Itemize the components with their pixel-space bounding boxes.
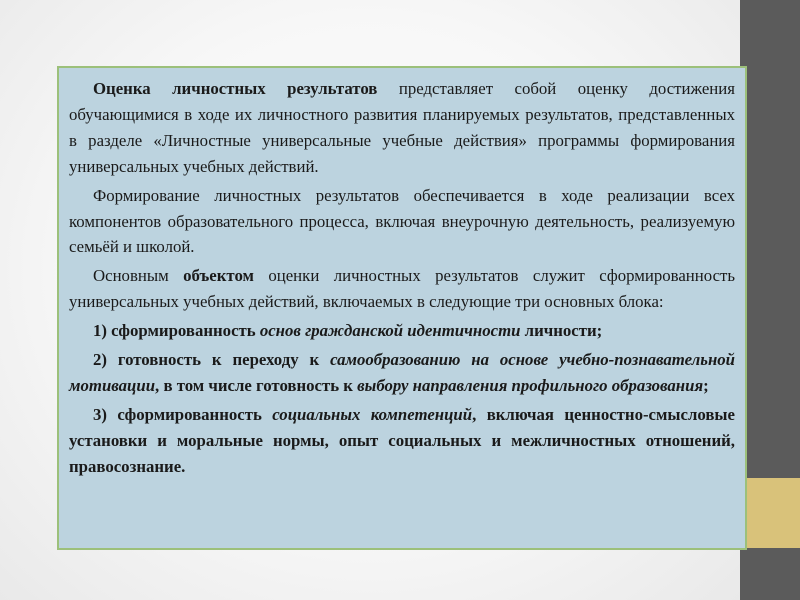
run: ; (703, 375, 709, 395)
run: , включая ценностно-смысловые установки и моральные нормы, опыт социальных и межличностных отношений, правосознание. (69, 404, 735, 476)
run: социальных компетенций (272, 404, 473, 424)
run: 3) сформированность (93, 404, 273, 424)
run: Оценка личностных результатов (93, 79, 378, 98)
paragraph-formation (69, 183, 735, 261)
run: Формирование личностных результатов обеспечивается в ходе реализации всех компонентов образовательного процесса, включая внеурочную деятельность, реализуемую семьёй и школой. (69, 185, 735, 257)
run: выбору направления профильного образования (357, 375, 704, 395)
run: оценки личностных результатов служит сформированность универсальных учебных действий, включаемых в следующие три основных блока: (69, 266, 735, 312)
text-box (57, 66, 747, 550)
list-item-2 (69, 347, 735, 399)
run: представляет собой оценку достижения обучающимися в ходе их личностного развития планируемых результатов, представленных в разделе «Личностные универсальные учебные действия» программы формирования универсальных учебных действий. (69, 79, 735, 176)
run: личности; (520, 321, 603, 341)
run: объектом (183, 266, 254, 286)
list-item-1 (69, 318, 735, 344)
run: Основным (93, 266, 184, 286)
run: самообразованию на основе учебно-познавательной мотивации (69, 350, 735, 395)
list-item-3 (69, 402, 735, 480)
paragraph-object (69, 263, 735, 315)
paragraph-personal-results-assessment (69, 76, 735, 180)
run: основ гражданской идентичности (259, 321, 521, 341)
run: , в том числе готовность к (155, 375, 358, 395)
run: 2) готовность к переходу к (93, 350, 331, 370)
side-decor-accent (740, 478, 800, 548)
run: 1) сформированность (93, 321, 260, 341)
